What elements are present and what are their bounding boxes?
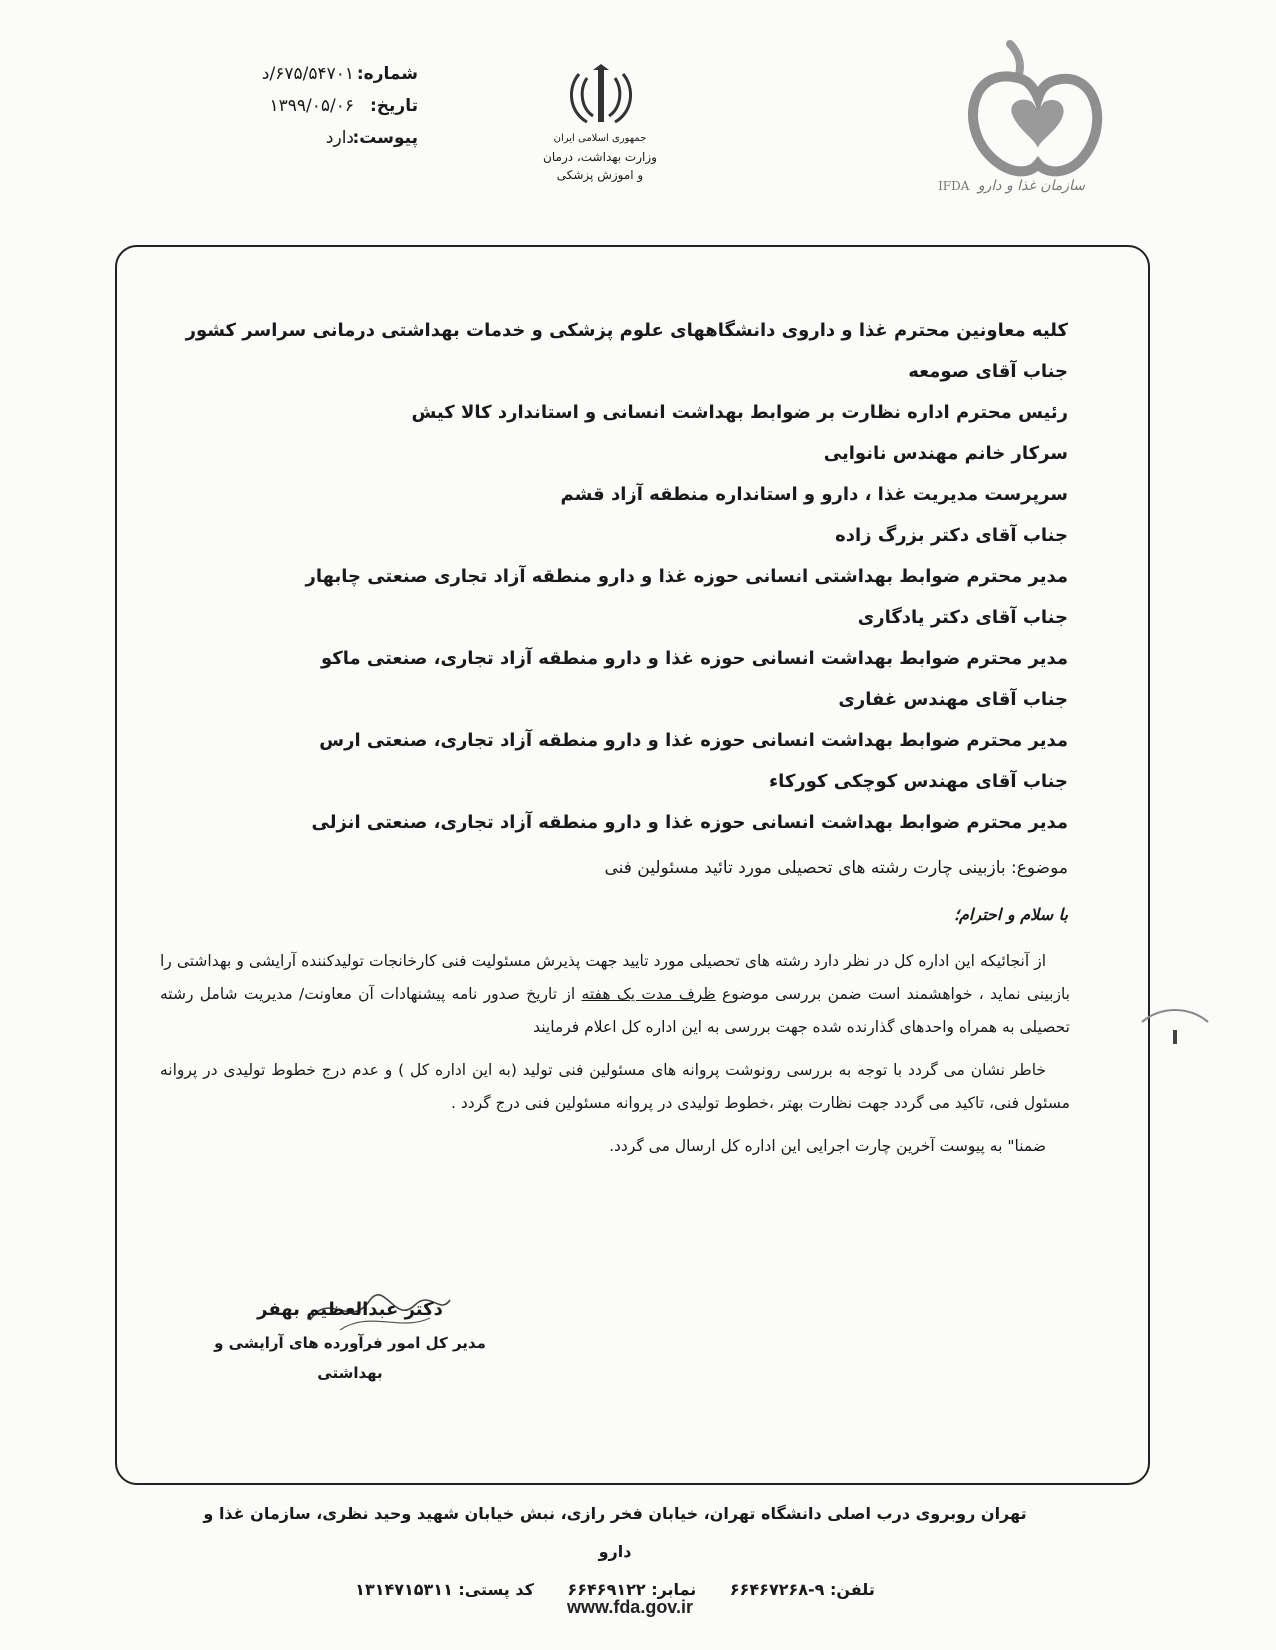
letter-body (160, 945, 1070, 1173)
number-row (261, 58, 418, 90)
number-label: شماره: (356, 64, 418, 84)
ministry-line1: جمهوری اسلامی ایران (553, 133, 647, 144)
ministry-line2: وزارت بهداشت، درمان (543, 150, 657, 164)
attachment-value: دارد (325, 128, 354, 148)
addressee-line: مدیر محترم ضوابط بهداشت انسانی حوزه غذا و دارو منطقه آزاد تجاری، صنعتی ماکو (320, 648, 1068, 669)
number-value: ۶۷۵/۵۴۷۰۱/د (261, 64, 354, 84)
fda-caption-text: سازمان غذا و دارو (977, 178, 1085, 194)
footer-phone: تلفن: ۹-۶۶۴۶۷۲۶۸ (729, 1580, 875, 1599)
letter-subject: موضوع: بازبینی چارت رشته های تحصیلی مورد تائید مسئولین فنی (604, 858, 1068, 878)
addressee-line: سرپرست مدیریت غذا ، دارو و استانداره منطقه آزاد قشم (560, 484, 1068, 505)
signer-title: مدیر کل امور فرآورده های آرایشی و بهداشتی (214, 1334, 486, 1382)
body-paragraph-2: خاطر نشان می گردد با توجه به بررسی رونوشت پروانه های مسئولین فنی تولید (به این اداره کل ) و عدم درج خطوط تولیدی در پروانه مسئول فنی، تاکید می گردد جهت نظارت بهتر ،خطوط تولیدی در پروانه مسئولین فنی درج گردد . (160, 1061, 1070, 1112)
signer-name: دکتر عبدالعظیم بهفر (257, 1299, 443, 1320)
addressee-line: مدیر محترم ضوابط بهداشت انسانی حوزه غذا و دارو منطقه آزاد تجاری، صنعتی ارس (319, 730, 1068, 751)
footer-address: تهران روبروی درب اصلی دانشگاه تهران، خیابان فخر رازی، نبش خیابان شهید وحید نظری، سازمان غذا و دارو (203, 1504, 1027, 1561)
iran-emblem-icon (565, 64, 637, 130)
fda-letters: IFDA (938, 179, 970, 193)
date-label: تاریخ: (370, 96, 418, 116)
attachment-row (268, 122, 418, 154)
letter-meta (261, 58, 418, 154)
addressee-line: جناب آقای صومعه (908, 361, 1068, 382)
body-paragraph-1 (160, 945, 1070, 1044)
body-p1-part1: از آنجائیکه این اداره کل در نظر دارد رشته های تحصیلی مورد تایید جهت پذیرش مسئولیت فنی کارخانجات تولیدکننده آرایشی و بهداشتی را بازبینی نماید ، خواهشمند است ضمن بررسی موضوع (160, 952, 1070, 1003)
letter-footer (190, 1495, 1040, 1609)
addressee-line: مدیر محترم ضوابط بهداشت انسانی حوزه غذا و دارو منطقه آزاد تجاری، صنعتی انزلی (311, 812, 1068, 833)
addressee-line: رئیس محترم اداره نظارت بر ضوابط بهداشت انسانی و استاندارد کالا کیش (411, 402, 1068, 423)
website-link[interactable]: www.fda.gov.ir (566, 1597, 693, 1617)
signature-block (200, 1292, 500, 1388)
addressee-line: کلیه معاونین محترم غذا و داروی دانشگاههای علوم پزشکی و خدمات بهداشتی درمانی سراسر کشور (185, 320, 1068, 341)
footer-postal-code: کد پستی: ۱۳۱۴۷۱۵۳۱۱ (355, 1580, 534, 1599)
addressee-list (185, 310, 1068, 843)
addressee-line: جناب آقای مهندس غفاری (838, 689, 1068, 710)
addressee-line: جناب آقای دکتر یادگاری (857, 607, 1068, 628)
addressee-line: جناب آقای دکتر بزرگ زاده (835, 525, 1068, 546)
ministry-line3: و اموزش پزشکی (556, 168, 644, 182)
body-paragraph-3: ضمنا" به پیوست آخرین چارت اجرایی این اداره کل ارسال می گردد. (609, 1137, 1046, 1155)
addressee-line: مدیر محترم ضوابط بهداشتی انسانی حوزه غذا و دارو منطقه آزاد تجاری صنعتی چابهار (305, 566, 1068, 587)
greeting: با سلام و احترام؛ (953, 905, 1068, 924)
addressee-line: سرکار خانم مهندس نانوایی (823, 443, 1068, 464)
ministry-name (520, 130, 680, 184)
footer-fax: نمابر: ۶۶۴۶۹۱۲۲ (567, 1580, 697, 1599)
addressee-line: جناب آقای مهندس کوچکی کورکاء (768, 771, 1068, 792)
punch-hole-mark-icon (1140, 1000, 1210, 1060)
body-p1-part2: از تاریخ صدور نامه پیشنهادات آن معاونت/ مدیریت شامل رشته تحصیلی به همراه واحدهای گذارنده شده جهت بررسی به این اداره کل اعلام فرمایند (160, 985, 1070, 1036)
deadline-underlined: ظرف مدت یک هفته (581, 985, 716, 1003)
date-value: ۱۳۹۹/۰۵/۰۶ (269, 96, 354, 116)
date-row (268, 90, 418, 122)
fda-caption (905, 178, 1085, 194)
attachment-label: پیوست: (352, 128, 418, 148)
